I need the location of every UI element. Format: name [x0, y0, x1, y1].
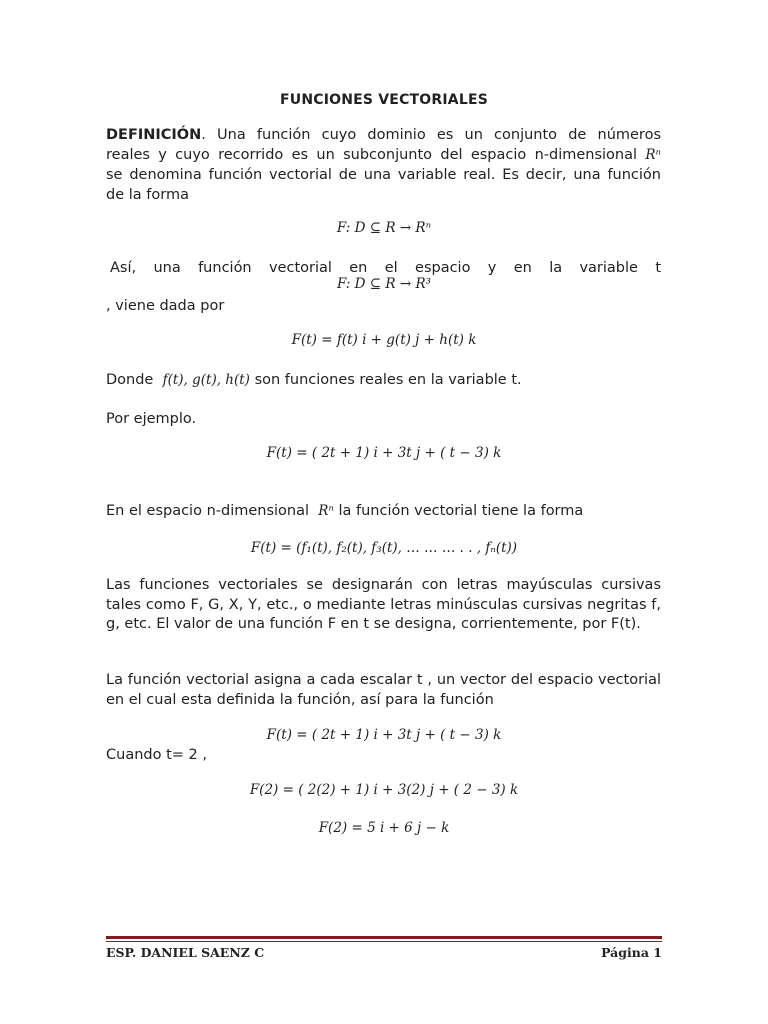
equation-f2-expanded: F(2) = ( 2(2) + 1) i + 3(2) j + ( 2 − 3) k: [249, 782, 519, 798]
definition-text-2: reales y cuyo recorrido es un subconjunto del espacio n-dimensional: [106, 147, 638, 163]
viene-line: , viene dada por: [106, 298, 225, 314]
donde-post-text: son funciones reales en la variable t.: [254, 372, 522, 388]
footer-page-number: Página 1: [601, 945, 662, 960]
ndim-text: En el espacio n-dimensional: [106, 503, 310, 519]
donde-text: Donde: [106, 372, 154, 388]
las-funciones-paragraph: Las funciones vectoriales se designarán con letras mayúsculas cursivas tales como F, G, X, Y, etc., o mediante letras minúsculas cursivas negritas f, g, etc. El valor de una función F en t se designa, corrientemente, por F(t).: [106, 577, 661, 632]
equation-example: F(t) = ( 2t + 1) i + 3t j + ( t − 3) k: [266, 445, 502, 461]
ndim-rn-symbol: Rⁿ: [318, 503, 334, 519]
asigna-paragraph: La función vectorial asigna a cada escalar t , un vector del espacio vectorial en el cual esta definida la función, así para la función: [106, 672, 661, 708]
definition-text-1: . Una función cuyo dominio es un conjunto de números: [201, 127, 661, 143]
equation-domain-r3: F: D ⊆ R → R³: [336, 276, 432, 292]
ndim-post-text: la función vectorial tiene la forma: [338, 503, 584, 519]
equation-f2-result: F(2) = 5 i + 6 j − k: [318, 820, 450, 836]
donde-functions: f(t), g(t), h(t): [162, 372, 250, 388]
rn-symbol: Rⁿ: [645, 147, 662, 163]
definition-line-3: se denomina función vectorial de una variable real. Es decir, una función: [106, 167, 661, 183]
footer-rule-thin: [106, 941, 662, 942]
equation-f-components: F(t) = f(t) i + g(t) j + h(t) k: [291, 332, 477, 348]
definition-line-4: de la forma: [106, 187, 189, 203]
page-title: FUNCIONES VECTORIALES: [280, 92, 488, 108]
cuando-line: Cuando t= 2 ,: [106, 747, 207, 763]
asi-line: Así, una función vectorial en el espacio y en la variable t: [110, 260, 661, 276]
equation-example-repeat: F(t) = ( 2t + 1) i + 3t j + ( t − 3) k: [266, 727, 502, 743]
footer-rule-thick: [106, 936, 662, 939]
definition-line-2: [106, 146, 661, 166]
equation-domain-rn: F: D ⊆ R → Rⁿ: [336, 220, 432, 236]
por-ejemplo: Por ejemplo.: [106, 411, 197, 427]
donde-line: [106, 371, 661, 391]
definition-line-1: [106, 126, 661, 146]
footer-author: ESP. DANIEL SAENZ C: [106, 945, 265, 960]
ndim-line: [106, 502, 661, 522]
equation-ndim: F(t) = (f₁(t), f₂(t), f₃(t), … … … . . , fₙ(t)): [250, 540, 518, 556]
definition-label: DEFINICIÓN: [106, 127, 202, 143]
